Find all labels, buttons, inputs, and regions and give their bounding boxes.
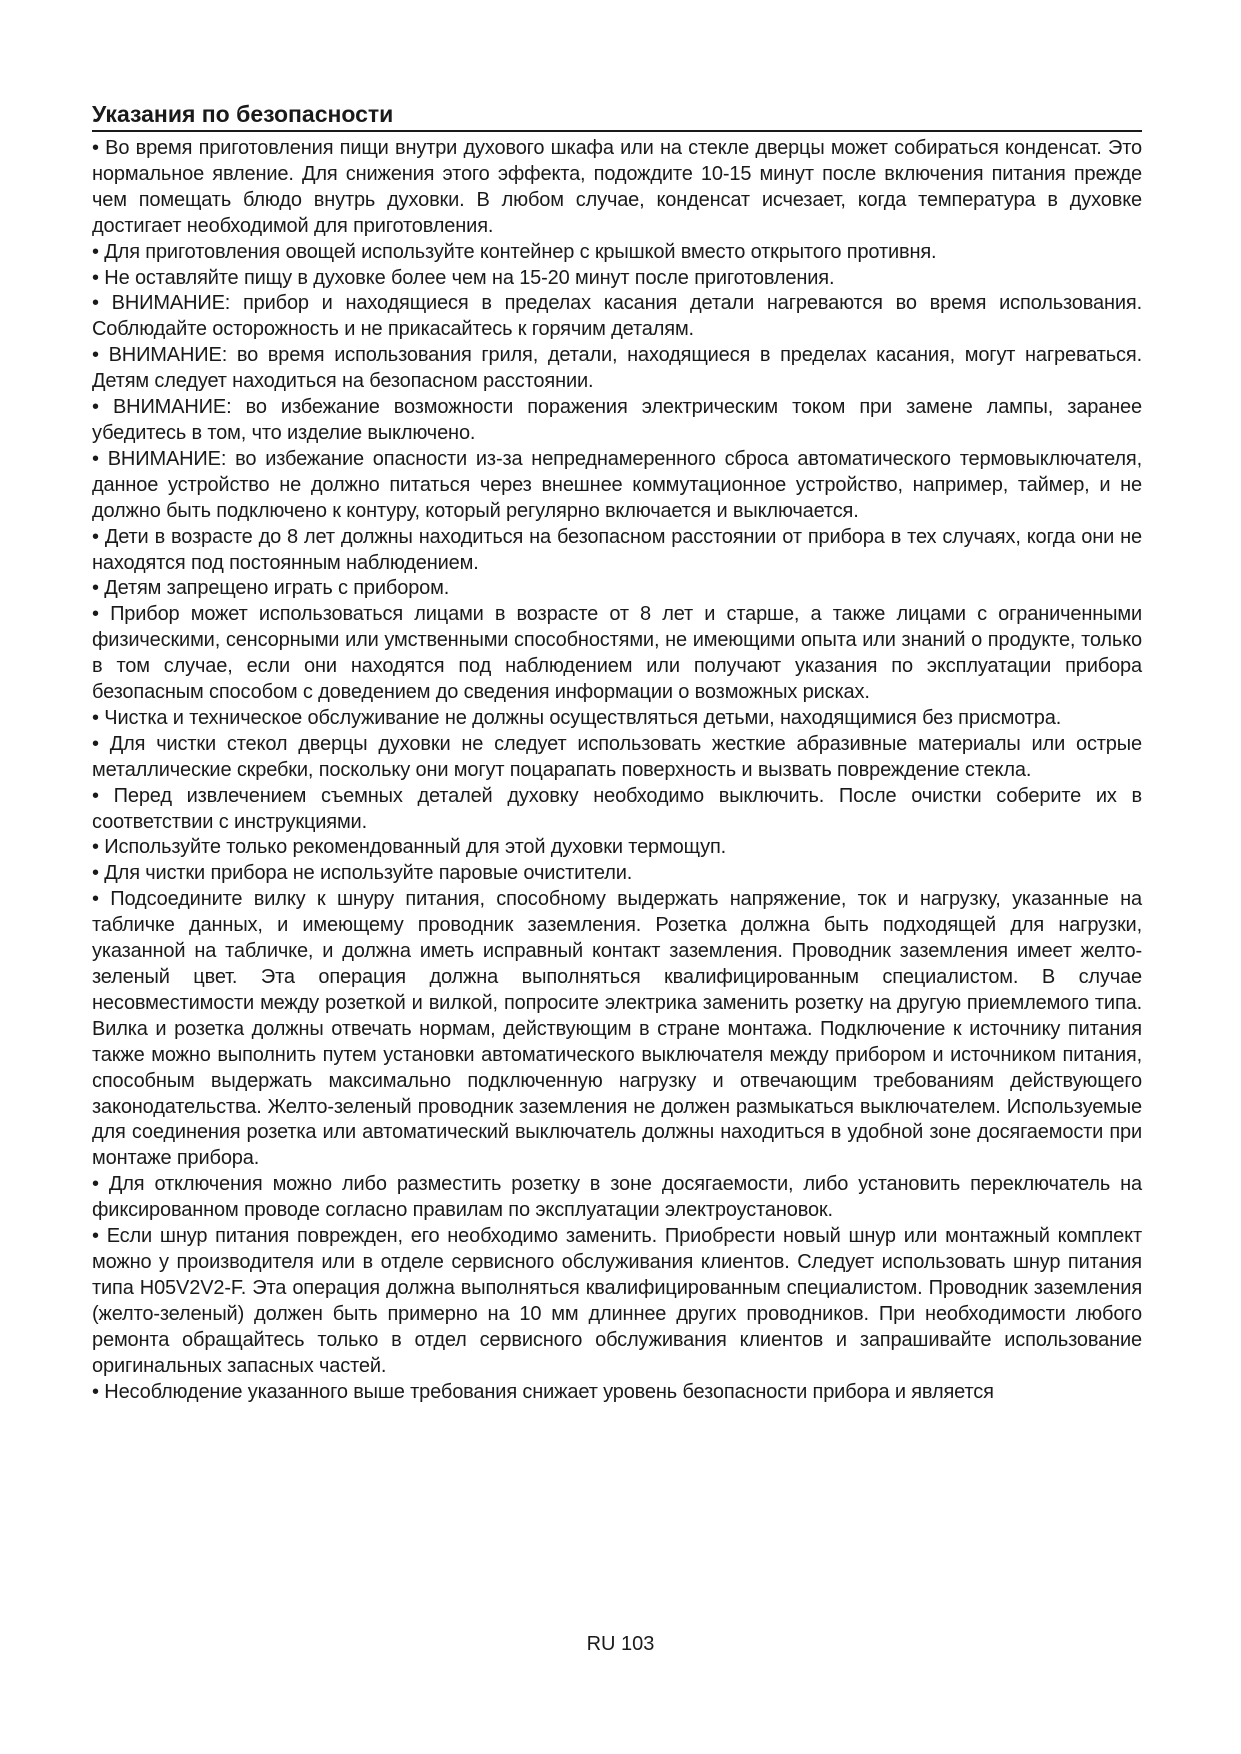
bullet-icon: • <box>92 525 99 548</box>
safety-item <box>92 266 1142 292</box>
safety-item <box>92 1172 1142 1224</box>
safety-item <box>92 343 1142 395</box>
safety-item-text: Прибор может использоваться лицами в возрасте от 8 лет и старше, а также лицами с ограниченными физическими, сенсорными или умственными способностями, не имеющими опыта или знаний о продукте, только в том случае, если они находятся под наблюдением или получают указания по эксплуатации прибора безопасным способом с доведением до сведения информации о возможных рисках. <box>92 603 1142 704</box>
safety-item-text: Для чистки стекол дверцы духовки не следует использовать жесткие абразивные материалы или острые металлические скребки, поскольку они могут поцарапать поверхность и вызвать повреждение стекла. <box>92 732 1142 781</box>
safety-item-text: Для приготовления овощей используйте контейнер с крышкой вместо открытого противня. <box>104 240 937 263</box>
safety-item <box>92 1380 1142 1406</box>
safety-instructions-list <box>92 136 1142 1405</box>
bullet-icon: • <box>92 603 99 626</box>
safety-item-text: Если шнур питания поврежден, его необходимо заменить. Приобрести новый шнур или монтажный комплект можно у производителя или в отделе сервисного обслуживания клиентов. Следует использовать шнур питания типа H05V2V2-F. Эта операция должна выполняться квалифицированным специалистом. Проводник заземления (желто-зеленый) должен быть примерно на 10 мм длиннее других проводников. При необходимости любого ремонта обращайтесь только в отдел сервисного обслуживания клиентов и запрашивайте использование оригинальных запасных частей. <box>92 1225 1142 1377</box>
safety-item <box>92 887 1142 1172</box>
safety-item <box>92 395 1142 447</box>
safety-item <box>92 136 1142 240</box>
bullet-icon: • <box>92 266 99 289</box>
safety-item-text: ВНИМАНИЕ: во избежание возможности поражения электрическим током при замене лампы, заранее убедитесь в том, что изделие выключено. <box>92 396 1142 444</box>
safety-item-text: Несоблюдение указанного выше требования снижает уровень безопасности прибора и является <box>104 1380 994 1403</box>
bullet-icon: • <box>92 862 99 885</box>
safety-item <box>92 291 1142 343</box>
safety-item <box>92 861 1142 887</box>
bullet-icon: • <box>92 137 99 159</box>
safety-item-text: ВНИМАНИЕ: во время использования гриля, детали, находящиеся в пределах касания, могут нагреваться. Детям следует находиться на безопасном расстоянии. <box>92 344 1142 393</box>
safety-item-text: Перед извлечением съемных деталей духовку необходимо выключить. После очистки соберите их в соответствии с инструкциями. <box>92 784 1142 833</box>
safety-item <box>92 525 1142 577</box>
bullet-icon: • <box>92 447 99 470</box>
page-content <box>92 100 1142 1405</box>
safety-item <box>92 835 1142 861</box>
bullet-icon: • <box>92 344 99 367</box>
safety-item-text: Во время приготовления пищи внутри духового шкафа или на стекле дверцы может собираться конденсат. Это нормальное явление. Для снижения этого эффекта, подождите 10-15 минут после включения питания прежде чем помещать блюдо внутрь духовки. В любом случае, конденсат исчезает, когда температура в духовке достигает необходимой для приготовления. <box>92 137 1142 237</box>
bullet-icon: • <box>92 292 99 315</box>
safety-item <box>92 576 1142 602</box>
safety-item-text: ВНИМАНИЕ: во избежание опасности из-за непреднамеренного сброса автоматического термовыключателя, данное устройство не должно питаться через внешнее коммутационное устройство, например, таймер, и не должно быть подключено к контуру, который регулярно включается и выключается. <box>92 447 1142 522</box>
bullet-icon: • <box>92 240 99 263</box>
bullet-icon: • <box>92 1380 99 1403</box>
safety-item-text: Для отключения можно либо разместить розетку в зоне досягаемости, либо установить переключатель на фиксированном проводе согласно правилам по эксплуатации электроустановок. <box>92 1173 1142 1222</box>
safety-item-text: Используйте только рекомендованный для этой духовки термощуп. <box>104 836 727 859</box>
safety-item <box>92 706 1142 732</box>
safety-item-text: ВНИМАНИЕ: прибор и находящиеся в пределах касания детали нагреваются во время использования. Соблюдайте осторожность и не прикасайтесь к горячим деталям. <box>92 292 1142 341</box>
page-title: Указания по безопасности <box>92 100 1142 132</box>
bullet-icon: • <box>92 577 99 600</box>
safety-item-text: Подсоедините вилку к шнуру питания, способному выдержать напряжение, ток и нагрузку, указанные на табличке данных, и имеющему проводник заземления. Розетка должна быть подходящей для нагрузки, указанной на табличке, и должна иметь исправный контакт заземления. Проводник заземления имеет желто-зеленый цвет. Эта операция должна выполняться квалифицированным специалистом. В случае несовместимости между розеткой и вилкой, попросите электрика заменить розетку на другую приемлемого типа. Вилка и розетка должны отвечать нормам, действующим в стране монтажа. Подключение к источнику питания также можно выполнить путем установки автоматического выключателя между прибором и источником питания, способным выдержать максимально подключенную нагрузку и отвечающим требованиям действующего законодательства. Желто-зеленый проводник заземления не должен размыкаться выключателем. Используемые для соединения розетка или автоматический выключатель должны находиться в удобной зоне досягаемости при монтаже прибора. <box>92 888 1142 1170</box>
safety-item-text: Дети в возрасте до 8 лет должны находиться на безопасном расстоянии от прибора в тех случаях, когда они не находятся под постоянным наблюдением. <box>92 525 1142 574</box>
safety-item <box>92 602 1142 706</box>
safety-item-text: Не оставляйте пищу в духовке более чем на 15-20 минут после приготовления. <box>104 266 835 289</box>
bullet-icon: • <box>92 888 99 911</box>
safety-item <box>92 240 1142 266</box>
safety-item <box>92 732 1142 784</box>
safety-item <box>92 1224 1142 1379</box>
bullet-icon: • <box>92 732 99 755</box>
page-number: RU 103 <box>586 1633 655 1655</box>
safety-item <box>92 447 1142 525</box>
safety-item <box>92 784 1142 836</box>
bullet-icon: • <box>92 396 99 419</box>
bullet-icon: • <box>92 836 99 859</box>
bullet-icon: • <box>92 784 99 807</box>
bullet-icon: • <box>92 706 99 729</box>
safety-item-text: Детям запрещено играть с прибором. <box>104 577 450 600</box>
safety-item-text: Для чистки прибора не используйте паровые очистители. <box>104 862 633 885</box>
bullet-icon: • <box>92 1225 99 1248</box>
safety-item-text: Чистка и техническое обслуживание не должны осуществляться детьми, находящимися без присмотра. <box>104 706 1062 729</box>
bullet-icon: • <box>92 1173 99 1196</box>
